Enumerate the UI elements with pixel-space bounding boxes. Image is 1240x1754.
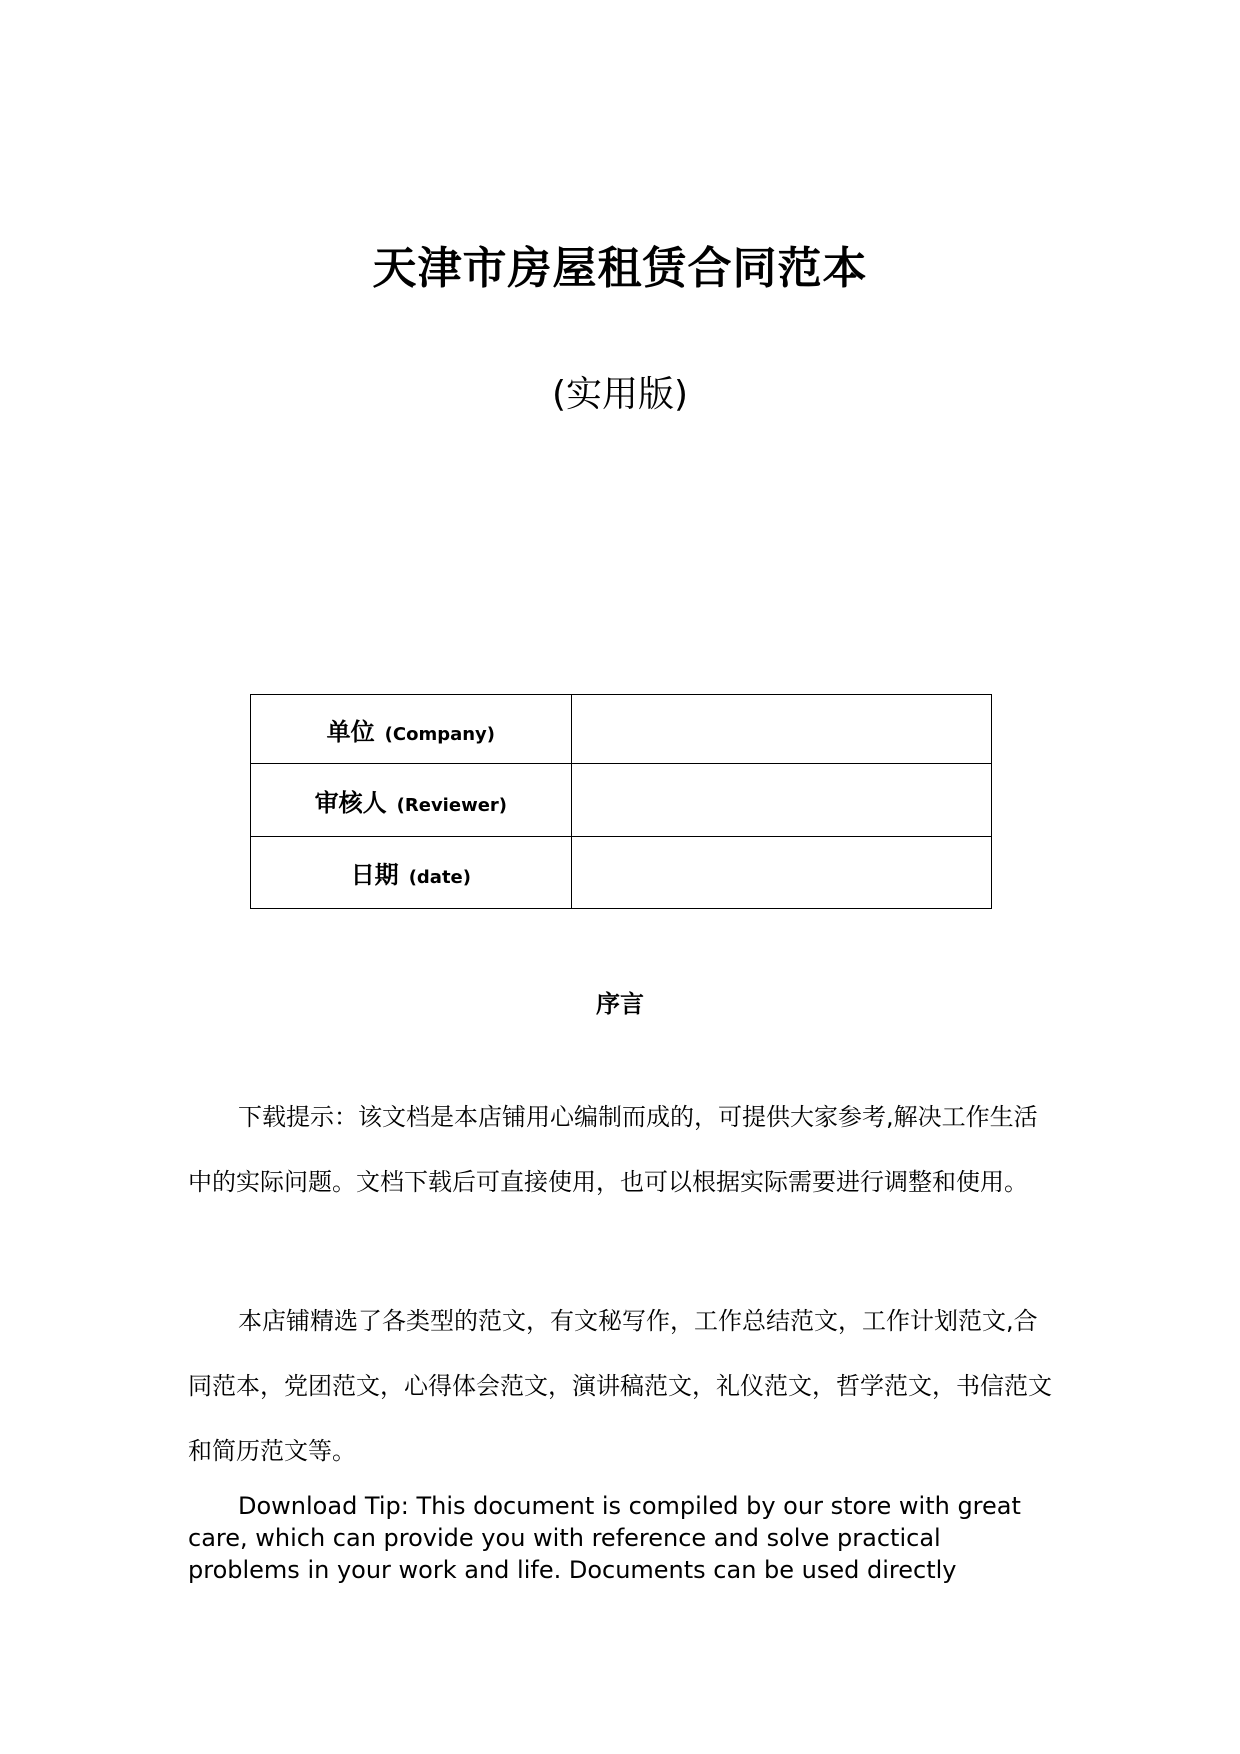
preface-paragraph-english: Download Tip: This document is compiled by our store with great care, which can provide you with reference and solve practical problems in your work and life. Documents can be used directly [188,1492,1021,1584]
reviewer-value-cell [571,764,991,837]
company-value-cell [571,695,991,764]
company-label-en: (Company) [384,723,496,745]
table-row-date [251,837,992,909]
date-value-cell [571,837,991,909]
date-label-cell [251,837,572,909]
table-row-reviewer [251,764,992,837]
date-label-en: (date) [408,867,471,888]
reviewer-label-en: (Reviewer) [396,794,508,816]
company-label-cell [251,695,572,764]
date-label-cn: 日期 [350,861,399,889]
info-table [250,694,992,909]
table-row-company [251,695,992,764]
document-title: 天津市房屋租赁合同范本 [372,243,868,294]
preface-heading: 序言 [596,990,644,1018]
document-subtitle: (实用版) [551,374,689,415]
preface-paragraph-2: 本店铺精选了各类型的范文，有文秘写作，工作总结范文，工作计划范文,合同范本，党团范文，心得体会范文，演讲稿范文，礼仪范文，哲学范文，书信范文和简历范文等。 [188,1307,1052,1465]
company-label-cn: 单位 [326,717,375,746]
reviewer-label-cn: 审核人 [314,788,387,817]
preface-paragraph-1: 下载提示：该文档是本店铺用心编制而成的，可提供大家参考,解决工作生活中的实际问题。文档下载后可直接使用，也可以根据实际需要进行调整和使用。 [188,1103,1038,1196]
reviewer-label-cell [251,764,572,837]
